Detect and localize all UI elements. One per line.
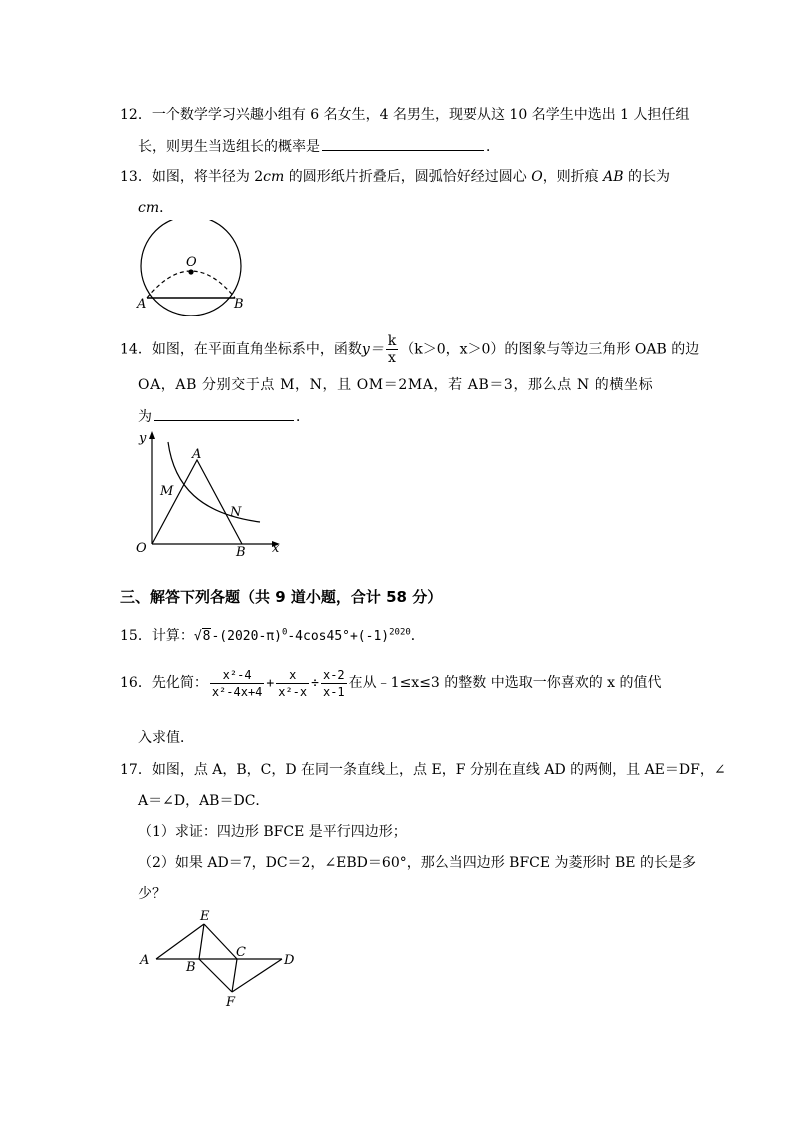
q17-segment-bf bbox=[199, 959, 232, 992]
q14-label-y: y bbox=[139, 431, 147, 446]
q14-line2: OA，AB 分别交于点 M，N，且 OM＝2MA，若 AB＝3，那么点 N 的横坐标 bbox=[138, 377, 654, 393]
q14-line3: 为 ． bbox=[138, 405, 310, 426]
q17-label-c: C bbox=[236, 945, 246, 960]
q15-expression: $√8-(2020-\pi)^0-4\cos 45^\circ+(-1)^{2020}$ bbox=[193, 627, 411, 644]
q14-label-o: O bbox=[136, 541, 147, 556]
q14-label-m: M bbox=[160, 484, 174, 499]
q17-segment-cf bbox=[232, 959, 237, 992]
q14-y-arrow bbox=[149, 431, 155, 439]
q14-hyperbola bbox=[168, 442, 260, 522]
q13-fold-arc bbox=[147, 271, 235, 298]
q17-sub1: （1）求证：四边形 BFCE 是平行四边形； bbox=[138, 824, 407, 840]
q17-label-f: F bbox=[226, 995, 236, 1010]
q17-line1: 17．如图，点 A，B，C，D 在同一条直线上，点 E，F 分别在直线 AD 的两侧，且 AE＝DF，∠ bbox=[120, 762, 726, 778]
q17-line2: A＝∠D，AB＝DC． bbox=[138, 793, 270, 809]
q12-line2: 长，则男生当选组长的概率是 ． bbox=[138, 135, 500, 156]
q13-label-b: B bbox=[234, 297, 244, 312]
q17-label-b: B bbox=[186, 960, 196, 975]
q14-triangle-oab bbox=[152, 460, 242, 544]
q14-label-a: A bbox=[192, 447, 202, 462]
q16-expression: $\frac{\text{x²-4}}{\text{x²-4x+4}}$ + $\frac{x}{\text{x²-x}}$ ÷ $\frac{x-2}{x-1}$ bbox=[211, 668, 345, 699]
q14-label-n: N bbox=[230, 505, 242, 520]
q14-label-b: B bbox=[236, 545, 246, 560]
q17-sub2: （2）如果 AD＝7，DC＝2，∠EBD＝60°，那么当四边形 BFCE 为菱形时 BE 的长是多 bbox=[138, 855, 696, 871]
q13-line2: cm． bbox=[138, 200, 174, 216]
q14-label-x: x bbox=[272, 541, 280, 556]
q12-answer-blank[interactable] bbox=[322, 135, 484, 151]
q13-label-a: A bbox=[137, 297, 147, 312]
q17-segment-ae bbox=[156, 924, 204, 959]
q14-fraction: $\frac{k}{x}$ bbox=[387, 333, 397, 366]
q16-fraction-3: $\frac{x-2}{x-1}$ bbox=[322, 668, 345, 699]
q17-figure bbox=[136, 906, 306, 1014]
q16-line1: 16．先化简： $\frac{\text{x²-4}}{\text{x²-4x+4}}$ + $\frac{x}{\text{x²-x}}$ ÷ $\frac{x-2}{x-1}$ 在从﹣1≤x≤3 的整数 中选取一你喜欢的 x 的值代 bbox=[120, 668, 662, 699]
q14-figure bbox=[130, 428, 290, 562]
q16-fraction-2: $\frac{x}{\text{x²-x}}$ bbox=[278, 668, 308, 699]
q14-answer-blank[interactable] bbox=[154, 405, 294, 421]
q13-figure bbox=[132, 220, 252, 316]
q16-fraction-1: $\frac{\text{x²-4}}{\text{x²-4x+4}}$ bbox=[211, 668, 263, 699]
q17-segment-fd bbox=[232, 959, 282, 992]
q17-label-d: D bbox=[284, 953, 295, 968]
q13-center-point bbox=[188, 269, 193, 274]
q17-line-last: 少？ bbox=[138, 886, 166, 902]
q17-segment-eb bbox=[199, 924, 204, 959]
q12-line1: 12．一个数学学习兴趣小组有 6 名女生，4 名男生，现要从这 10 名学生中选出 1 人担任组 bbox=[120, 107, 690, 123]
q16-line2: 入求值． bbox=[138, 730, 194, 746]
q17-segment-ec bbox=[204, 924, 237, 959]
q15-line: 15．计算：$√8-(2020-\pi)^0-4\cos 45^\circ+(-1)^{2020}$． bbox=[120, 627, 425, 644]
q13-line1: 13．如图，将半径为 2cm 的圆形纸片折叠后，圆弧恰好经过圆心 O，则折痕 AB 的长为 bbox=[120, 169, 670, 185]
section-3-heading: 三、解答下列各题（共 9 道小题，合计 58 分） bbox=[120, 588, 443, 606]
q14-line1: 14．如图，在平面直角坐标系中，函数y＝ $\frac{k}{x}$ （k＞0，x＞0）的图象与等边三角形 OAB 的边 bbox=[120, 333, 700, 366]
q17-label-a: A bbox=[140, 953, 150, 968]
q17-label-e: E bbox=[200, 909, 210, 924]
q13-label-o: O bbox=[186, 255, 197, 270]
